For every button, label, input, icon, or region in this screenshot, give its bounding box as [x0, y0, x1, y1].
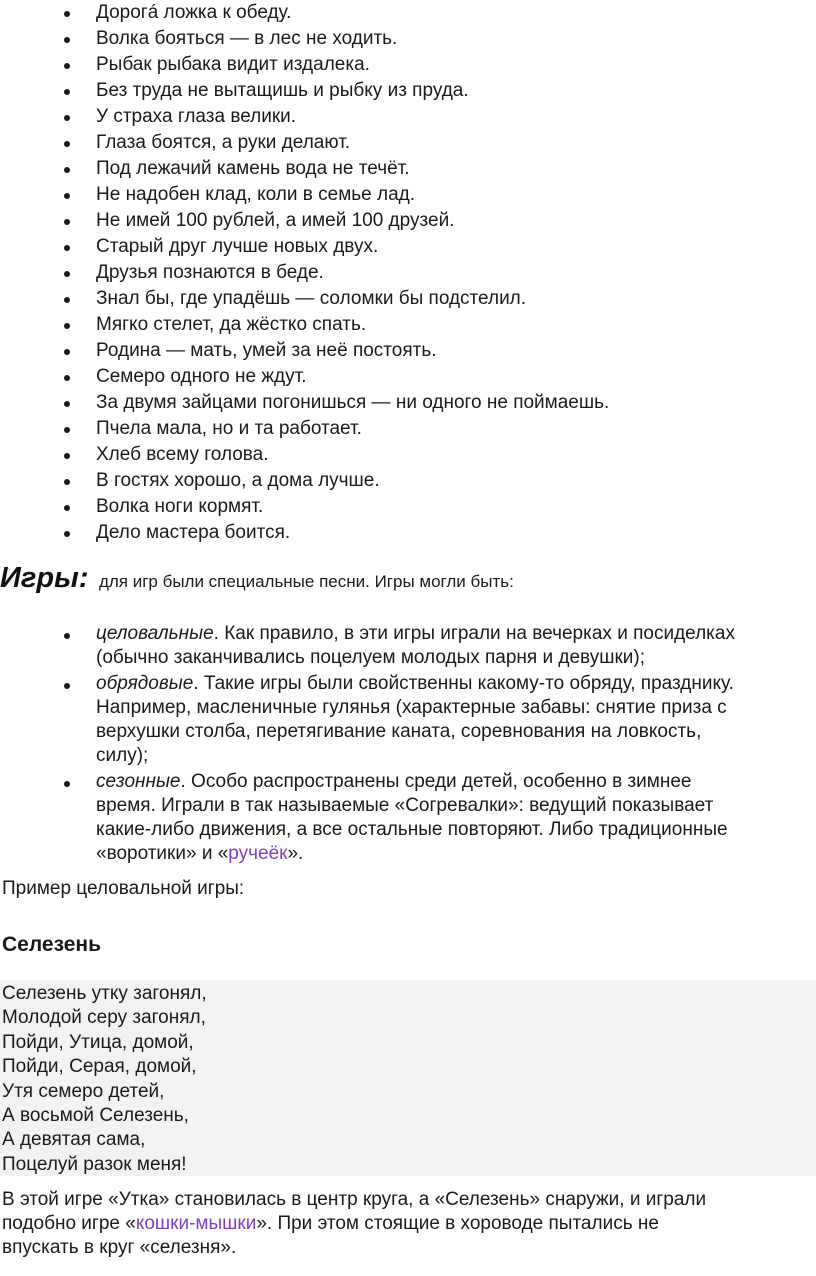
- koshki-myshki-link[interactable]: кошки-мышки: [135, 1213, 257, 1234]
- bullet-icon: [64, 271, 70, 277]
- list-item: Семеро одного не ждут.: [0, 364, 816, 390]
- list-item: Мягко стелет, да жёстко спать.: [0, 312, 816, 338]
- game-term: сезонные: [96, 771, 181, 792]
- bullet-icon: [64, 323, 70, 329]
- list-item: Рыбак рыбака видит издалека.: [0, 52, 816, 78]
- example-label: Пример целовальной игры:: [2, 878, 245, 899]
- poem-line: Пойди, Утица, домой,: [2, 1031, 194, 1053]
- poem-line: А девятая сама,: [2, 1129, 146, 1151]
- games-heading: [0, 562, 816, 595]
- list-item: Глаза боятся, а руки делают.: [0, 130, 816, 156]
- bullet-icon: [64, 141, 70, 147]
- bullet-icon: [64, 633, 70, 639]
- list-item: Под лежачий камень вода не течёт.: [0, 156, 816, 182]
- bullet-icon: [64, 219, 70, 225]
- song-title: Селезень: [2, 933, 102, 956]
- list-item: За двумя зайцами погонишься — ни одного не поймаешь.: [0, 390, 816, 416]
- poem-line: Молодой серу загонял,: [2, 1007, 206, 1029]
- list-item: Без труда не вытащишь и рыбку из пруда.: [0, 78, 816, 104]
- list-item: Не надобен клад, коли в семье лад.: [0, 182, 816, 208]
- bullet-icon: [64, 63, 70, 69]
- games-heading-title: Игры:: [0, 562, 89, 594]
- list-item: В гостях хорошо, а дома лучше.: [0, 468, 816, 494]
- bullet-icon: [64, 11, 70, 17]
- game-term: обрядовые: [96, 673, 194, 694]
- list-item: обрядовые. Такие игры были свойственны какому-то обряду, празднику. Например, масленичные гулянья (характерные забавы: снятие приза с верхушки столба, перетягивание каната, соревнования на ловкость, силу);: [0, 672, 816, 768]
- poem-block: [0, 980, 816, 1176]
- bullet-icon: [64, 89, 70, 95]
- games-list: [0, 622, 816, 866]
- bullet-icon: [64, 479, 70, 485]
- bullet-icon: [64, 349, 70, 355]
- bullet-icon: [64, 453, 70, 459]
- list-item: Старый друг лучше новых двух.: [0, 234, 816, 260]
- bullet-icon: [64, 505, 70, 511]
- proverbs-list: [0, 0, 816, 546]
- list-item: Дело мастера боится.: [0, 520, 816, 546]
- rucheyok-link[interactable]: ручеёк: [228, 843, 288, 864]
- poem-line: Поцелуй разок меня!: [2, 1153, 187, 1175]
- list-item: целовальные. Как правило, в эти игры играли на вечерках и посиделках (обычно заканчивались поцелуем молодых парня и девушки);: [0, 622, 816, 670]
- final-paragraph: В этой игре «Утка» становилась в центр круга, а «Селезень» снаружи, и играли подобно игре «кошки-мышки». При этом стоящие в хороводе пытались не впускать в круг «селезня».: [2, 1189, 707, 1258]
- poem-line: А восьмой Селезень,: [2, 1105, 189, 1127]
- bullet-icon: [64, 245, 70, 251]
- list-item: У страха глаза велики.: [0, 104, 816, 130]
- bullet-icon: [64, 401, 70, 407]
- list-item: Знал бы, где упадёшь — соломки бы подстелил.: [0, 286, 816, 312]
- list-item: Пчела мала, но и та работает.: [0, 416, 816, 442]
- list-item: Волка ноги кормят.: [0, 494, 816, 520]
- list-item: Не имей 100 рублей, а имей 100 друзей.: [0, 208, 816, 234]
- bullet-icon: [64, 193, 70, 199]
- list-item: Родина — мать, умей за неё постоять.: [0, 338, 816, 364]
- bullet-icon: [64, 781, 70, 787]
- list-item: Хлеб всему голова.: [0, 442, 816, 468]
- poem-line: Пойди, Серая, домой,: [2, 1056, 197, 1078]
- poem-line: Утя семеро детей,: [2, 1080, 165, 1102]
- bullet-icon: [64, 375, 70, 381]
- poem-line: Селезень утку загонял,: [2, 983, 207, 1004]
- list-item: Друзья познаются в беде.: [0, 260, 816, 286]
- list-item: Дорогá ложка к обеду.: [0, 0, 816, 26]
- bullet-icon: [64, 115, 70, 121]
- bullet-icon: [64, 427, 70, 433]
- game-term: целовальные: [96, 623, 214, 644]
- list-item: сезонные. Особо распространены среди детей, особенно в зимнее время. Играли в так называемые «Согревалки»: ведущий показывает какие-либо движения, а все остальные повторяют. Либо традиционные «воротики» и «ручеёк».: [0, 770, 816, 866]
- bullet-icon: [64, 167, 70, 173]
- list-item: Волка бояться — в лес не ходить.: [0, 26, 816, 52]
- bullet-icon: [64, 683, 70, 689]
- bullet-icon: [64, 531, 70, 537]
- bullet-icon: [64, 297, 70, 303]
- games-heading-intro: для игр были специальные песни. Игры могли быть:: [98, 572, 514, 591]
- bullet-icon: [64, 37, 70, 43]
